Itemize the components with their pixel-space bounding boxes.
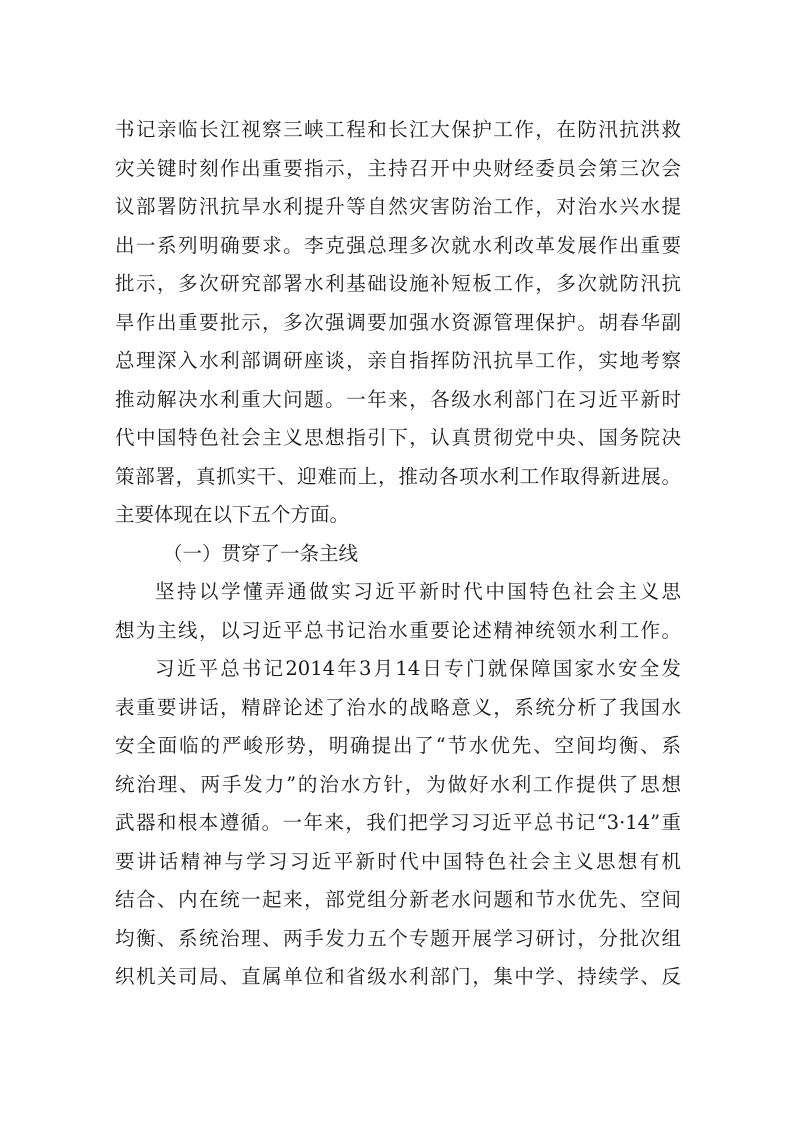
text-line: 表重要讲话，精辟论述了治水的战略意义，系统分析了我国水 [115, 695, 681, 719]
text-line: 主要体现在以下五个方面。 [115, 503, 350, 526]
paragraph-1 [115, 111, 681, 535]
text-line: 结合、内在统一起来，部党组分新老水问题和节水优先、空间 [115, 888, 681, 911]
text-line: 习近平总书记2014年3月14日专门就保障国家水安全发 [155, 657, 681, 680]
text-line: 要讲话精神与学习习近平新时代中国特色社会主义思想有机 [115, 849, 681, 873]
text-line: 推动解决水利重大问题。一年来，各级水利部门在习近平新时 [115, 387, 681, 411]
paragraph-2 [115, 573, 681, 650]
text-line: 策部署，真抓实干、迎难而上，推动各项水利工作取得新进展。 [115, 464, 681, 488]
document-page [115, 111, 681, 997]
text-line: 总理深入水利部调研座谈，亲自指挥防汛抗旱工作，实地考察 [115, 349, 681, 372]
text-line: 坚持以学懂弄通做实习近平新时代中国特色社会主义思 [155, 580, 681, 603]
text-line: 统治理、两手发力”的治水方针，为做好水利工作提供了思想 [115, 772, 681, 796]
text-line: 批示，多次研究部署水利基础设施补短板工作，多次就防汛抗 [115, 272, 681, 295]
text-line: 代中国特色社会主义思想指引下，认真贯彻党中央、国务院决 [115, 426, 681, 449]
text-line: 均衡、系统治理、两手发力五个专题开展学习研讨，分批次组 [115, 926, 681, 950]
paragraph-3 [115, 650, 681, 997]
text-line: 安全面临的严峻形势，明确提出了“节水优先、空间均衡、系 [115, 734, 681, 757]
text-line: 书记亲临长江视察三峡工程和长江大保护工作，在防汛抗洪救 [115, 118, 681, 141]
text-line: 灾关键时刻作出重要指示，主持召开中央财经委员会第三次会 [115, 156, 681, 180]
text-line: 旱作出重要批示，多次强调要加强水资源管理保护。胡春华副 [115, 310, 681, 334]
text-line: 想为主线，以习近平总书记治水重要论述精神统领水利工作。 [115, 618, 681, 642]
text-line: 出一系列明确要求。李克强总理多次就水利改革发展作出重要 [115, 233, 681, 257]
text-line: 议部署防汛抗旱水利提升等自然灾害防治工作，对治水兴水提 [115, 195, 681, 218]
text-line: 武器和根本遵循。一年来，我们把学习习近平总书记“3·14”重 [115, 811, 681, 834]
text-line: 织机关司局、直属单位和省级水利部门，集中学、持续学、反 [115, 965, 681, 988]
section-heading: （一）贯穿了一条主线 [163, 541, 359, 565]
